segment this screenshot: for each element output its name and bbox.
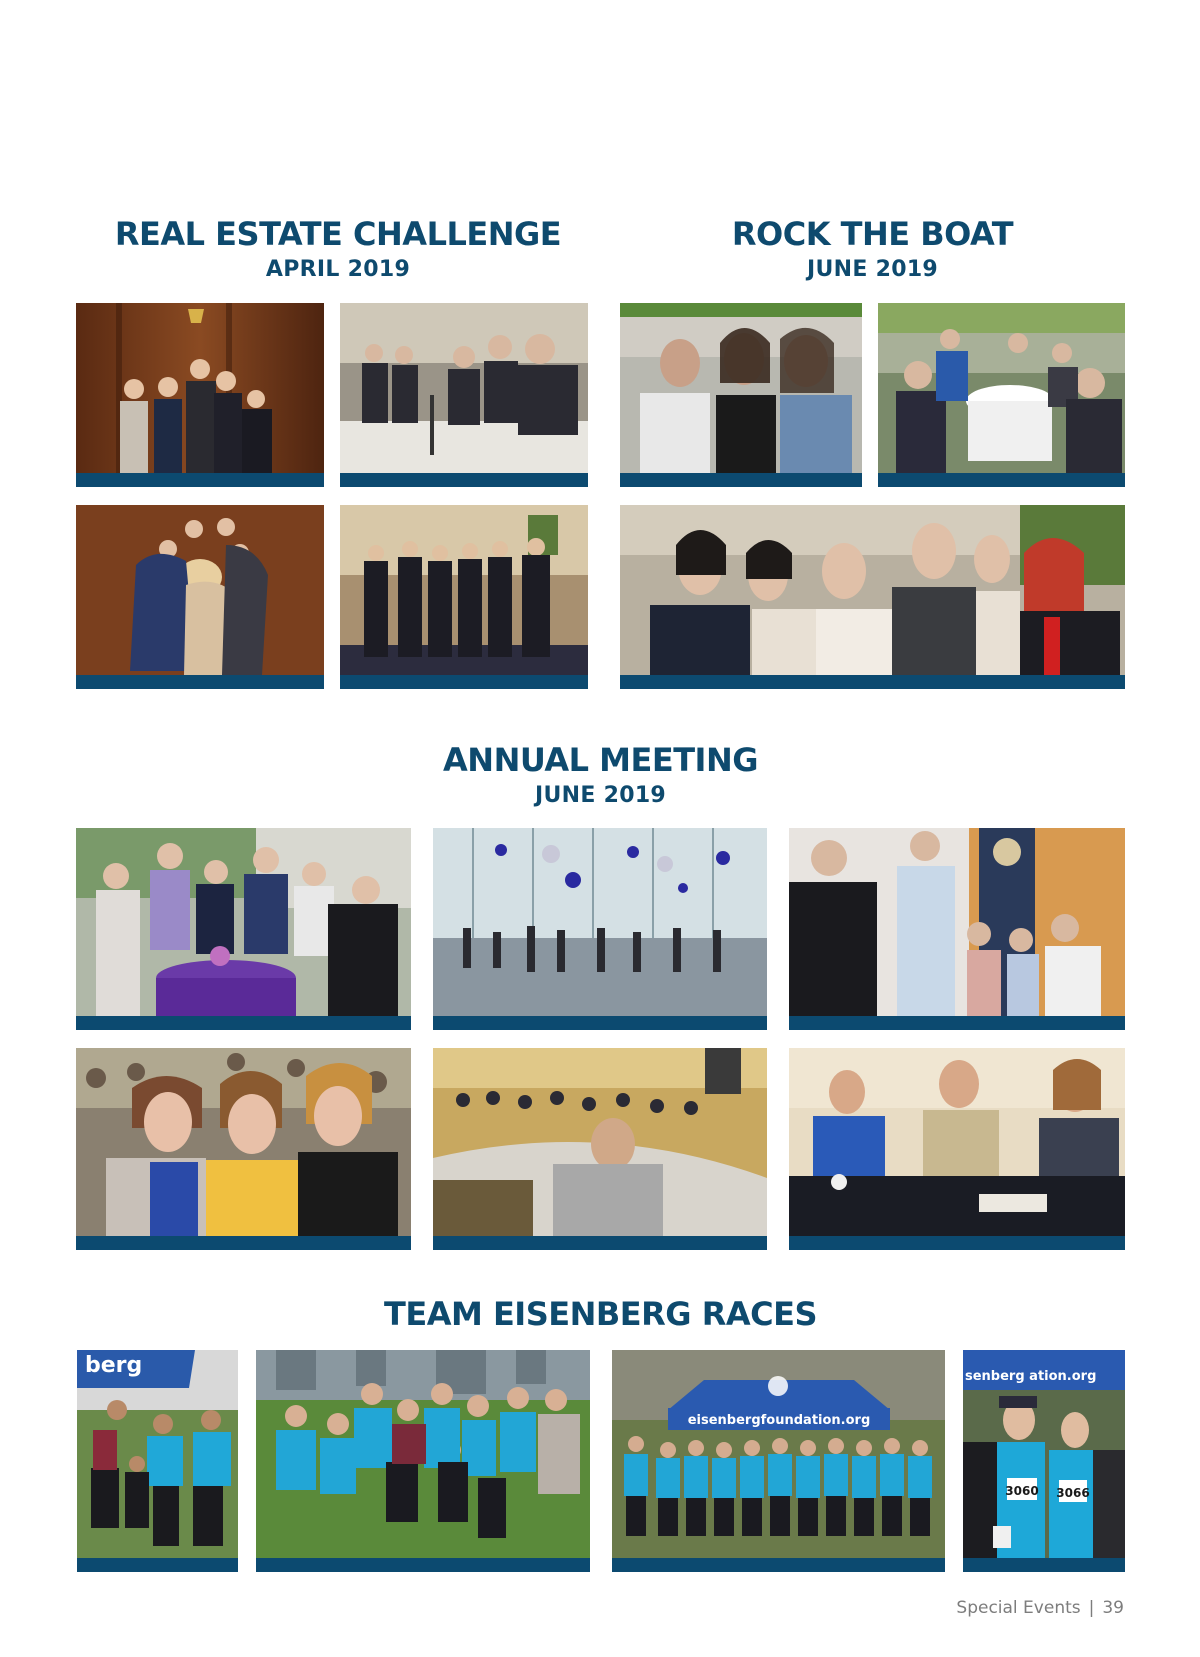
- annual-meeting-date: JUNE 2019: [534, 783, 667, 808]
- real-estate-heading: [76, 216, 600, 284]
- annual-meeting-title: ANNUAL MEETING: [443, 741, 758, 779]
- tent-text-right: senberg ation.org: [965, 1369, 1097, 1384]
- races-heading: [76, 1296, 1125, 1332]
- photo-three-women: [76, 1048, 411, 1250]
- rock-boat-title: ROCK THE BOAT: [731, 215, 1014, 253]
- photo-panel-discussion: [789, 1048, 1125, 1250]
- photo-race-couple-bibs: [963, 1350, 1125, 1572]
- footer-separator: |: [1088, 1598, 1095, 1618]
- real-estate-title: REAL ESTATE CHALLENGE: [114, 215, 562, 253]
- races-title: TEAM EISENBERG RACES: [384, 1295, 817, 1333]
- photo-race-tent-family: [77, 1350, 238, 1572]
- page-number: 39: [1102, 1598, 1124, 1618]
- footer-section-name: Special Events: [956, 1598, 1081, 1618]
- race-bib-number-b: 3066: [1056, 1486, 1090, 1500]
- photo-panel-judges: [340, 303, 588, 487]
- photo-boat-table: [878, 303, 1125, 487]
- photo-meeting-table-group: [76, 828, 411, 1030]
- page-footer: [956, 1598, 1124, 1618]
- photo-boat-selfie: [620, 303, 862, 487]
- photo-trophy-celebration: [76, 303, 324, 487]
- photo-handshake-children: [789, 828, 1125, 1030]
- rock-boat-heading: [620, 216, 1125, 284]
- photo-team-lineup: [340, 505, 588, 689]
- tent-text-left: berg: [85, 1353, 143, 1378]
- race-bib-number-a: 3060: [1005, 1484, 1039, 1498]
- photo-race-tent-group: [612, 1350, 945, 1572]
- photo-race-team-park: [256, 1350, 590, 1572]
- photo-atrium-reception: [433, 828, 767, 1030]
- photo-group-hug: [76, 505, 324, 689]
- real-estate-date: APRIL 2019: [265, 257, 411, 282]
- photo-boat-group: [620, 505, 1125, 689]
- tent-banner-text: eisenbergfoundation.org: [687, 1413, 871, 1428]
- photo-conference-hall: [433, 1048, 767, 1250]
- annual-meeting-heading: [76, 742, 1125, 810]
- rock-boat-date: JUNE 2019: [806, 257, 939, 282]
